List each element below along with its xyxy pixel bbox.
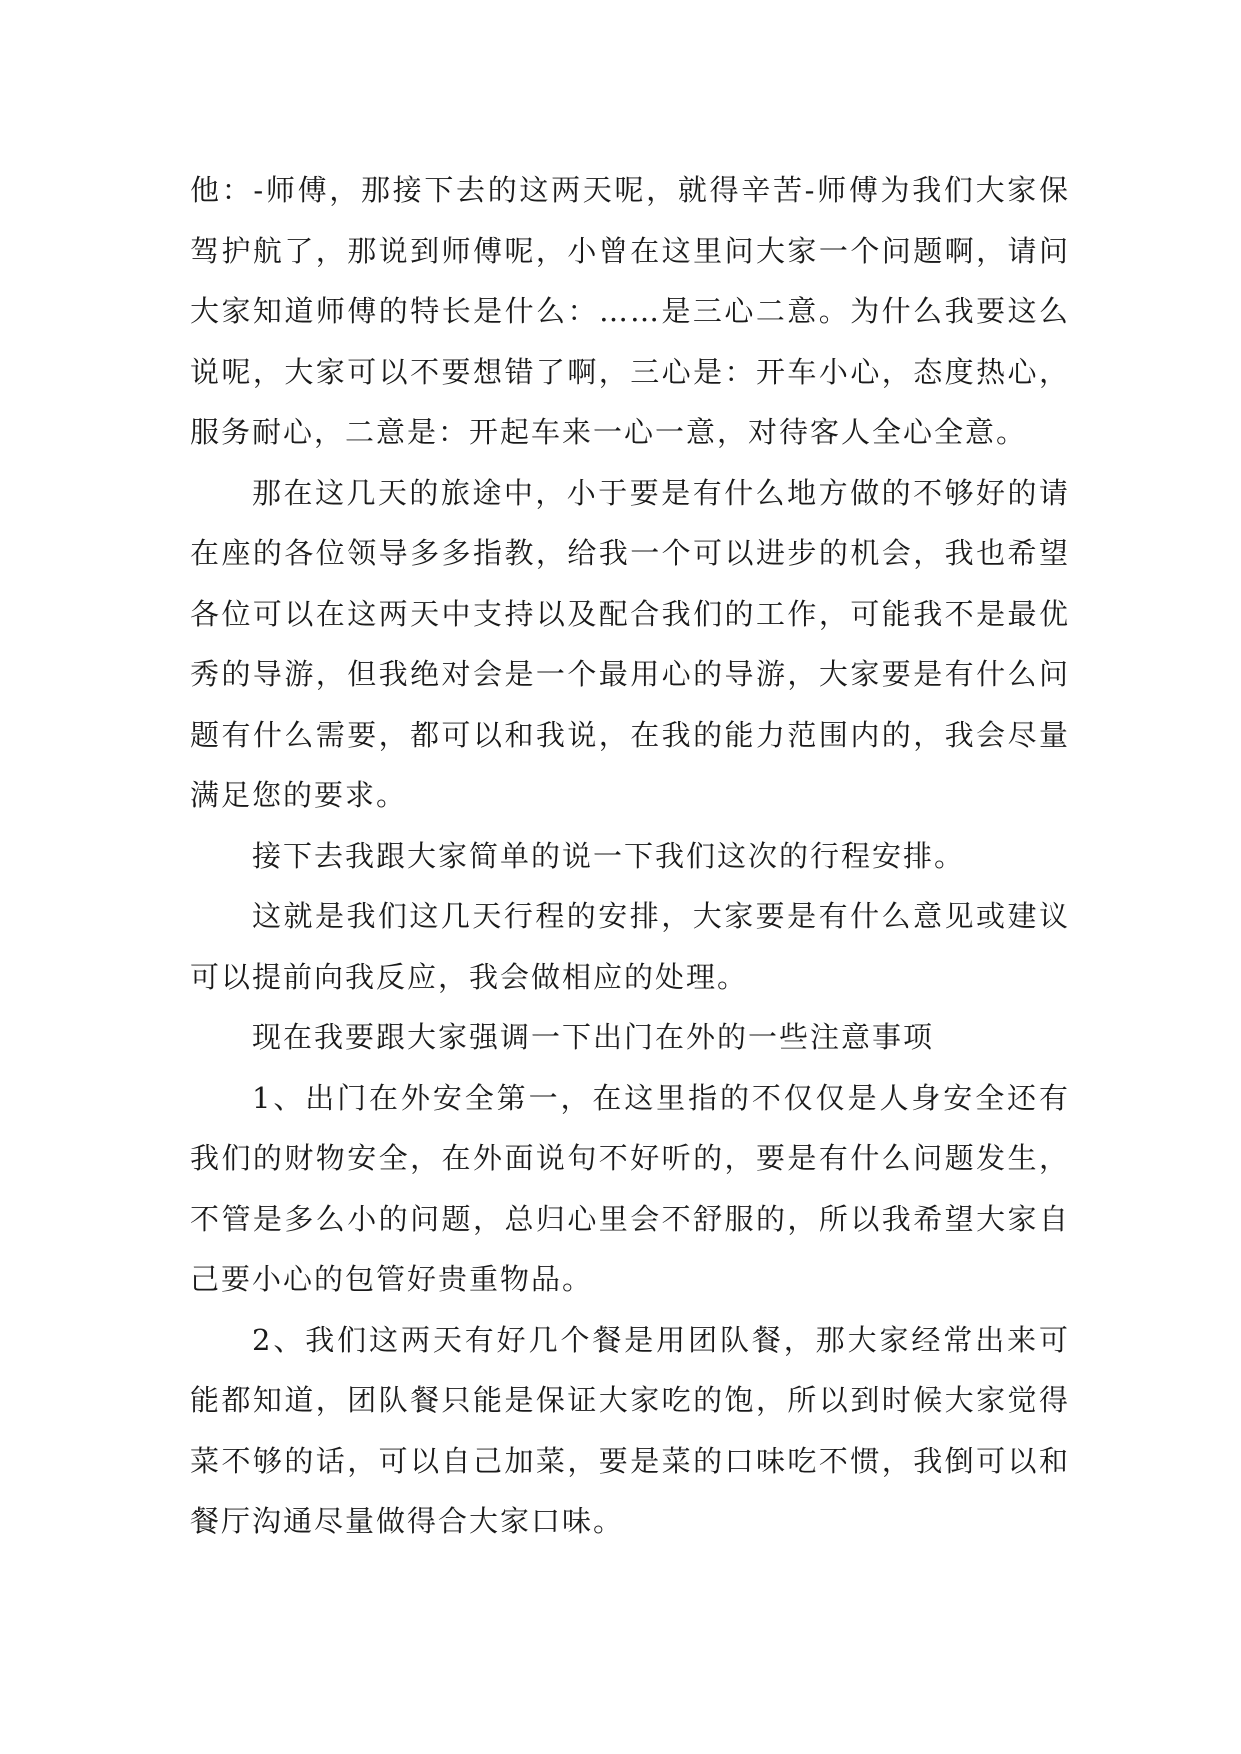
paragraph-note-meals: 2、我们这两天有好几个餐是用团队餐，那大家经常出来可能都知道，团队餐只能是保证大家吃的饱，所以到时候大家觉得菜不够的话，可以自己加菜，要是菜的口味吃不惯，我倒可以和餐厅沟通尽量做得合大家口味。 <box>190 1322 1070 1538</box>
paragraph-notes-heading: 现在我要跟大家强调一下出门在外的一些注意事项 <box>252 1020 935 1054</box>
paragraph-driver-intro: 他：-师傅，那接下去的这两天呢，就得辛苦-师傅为我们大家保驾护航了，那说到师傅呢，小曾在这里问大家一个问题啊，请问大家知道师傅的特长是什么：……是三心二意。为什么我要这么说呢，大家可以不要想错了啊，三心是：开车小心，态度热心，服务耐心，二意是：开起车来一心一意，对待客人全心全意。 <box>190 173 1070 449</box>
paragraph-note-safety: 1、出门在外安全第一，在这里指的不仅仅是人身安全还有我们的财物安全，在外面说句不好听的，要是有什么问题发生，不管是多么小的问题，总归心里会不舒服的，所以我希望大家自己要小心的包管好贵重物品。 <box>190 1080 1070 1296</box>
paragraph-itinerary-summary: 这就是我们这几天行程的安排，大家要是有什么意见或建议可以提前向我反应，我会做相应的处理。 <box>190 899 1070 994</box>
paragraph-guide-request: 那在这几天的旅途中，小于要是有什么地方做的不够好的请在座的各位领导多多指教，给我一个可以进步的机会，我也希望各位可以在这两天中支持以及配合我们的工作，可能我不是最优秀的导游，但我绝对会是一个最用心的导游，大家要是有什么问题有什么需要，都可以和我说，在我的能力范围内的，我会尽量满足您的要求。 <box>190 475 1070 812</box>
paragraph-itinerary-intro: 接下去我跟大家简单的说一下我们这次的行程安排。 <box>252 838 966 873</box>
document-body <box>190 160 1070 1552</box>
